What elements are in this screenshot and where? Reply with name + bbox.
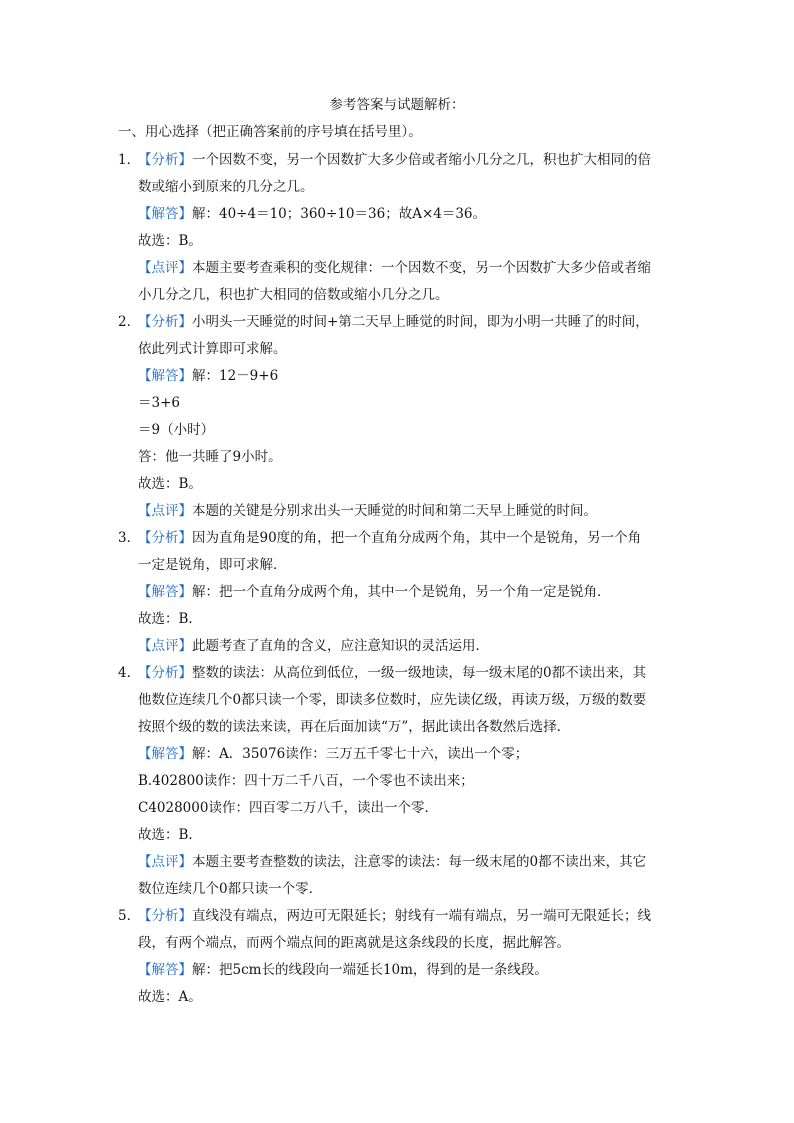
q4-answer-text: 解：A．35076读作：三万五千零七十六，读出一个零； [192,746,529,762]
q3-analysis-line-1 [138,529,641,547]
q2-analysis-line-2: 依此列式计算即可求解。 [138,341,287,357]
q2-comment-line [138,502,597,520]
comment-tag: 【点评】 [138,503,192,519]
analysis-tag: 【分析】 [138,665,192,681]
q4-comment-text-1: 本题主要考查整数的读法，注意零的读法：每一级末尾的0都不读出来，其它 [192,854,647,870]
q2-answer-line [138,367,278,385]
q1-comment-line-2: 小几分之几，积也扩大相同的倍数或缩小几分之几。 [138,287,449,303]
q4-analysis-line-1 [138,664,646,682]
analysis-tag: 【分析】 [138,314,192,330]
q2-reply: 答：他一共睡了9小时。 [138,449,282,465]
q1-analysis-text-1: 一个因数不变，另一个因数扩大多少倍或者缩小几分之几，积也扩大相同的倍 [192,152,651,168]
answer-tag: 【解答】 [138,962,192,978]
q3-answer-text: 解：把一个直角分成两个角，其中一个是锐角，另一个角一定是锐角． [192,584,611,600]
page-title: 参考答案与试题解析： [329,97,465,113]
analysis-tag: 【分析】 [138,152,192,168]
q3-comment-text: 此题考查了直角的含义，应注意知识的灵活运用． [192,638,489,654]
q3-analysis-line-2: 一定是锐角，即可求解． [138,557,287,573]
q4-analysis-line-3: 按照个级的数的读法来读，再在后面加读“万”，据此读出各数然后选择． [138,719,571,735]
q2-analysis-line-1 [138,313,649,331]
question-number-4: 4． [118,665,141,681]
answer-tag: 【解答】 [138,368,192,384]
q4-answer-line [138,745,528,763]
q5-analysis-text-1: 直线没有端点，两边可无限延长；射线有一端有端点，另一端可无限延长；线 [192,908,651,924]
q1-answer-text: 解：40÷4＝10；360÷10＝36；故A×4＝36。 [192,206,487,222]
q3-analysis-text-1: 因为直角是90度的角，把一个直角分成两个角，其中一个是锐角，另一个角 [192,530,642,546]
q4-line-b: B.402800读作：四十万二千八百，一个零也不读出来； [138,773,474,789]
q2-step-2: ＝9（小时） [138,422,215,438]
q4-choice: 故选：B． [138,827,202,843]
q1-analysis-line-2: 数或缩小到原来的几分之几。 [138,179,314,195]
q5-answer-line [138,961,548,979]
q4-comment-line-2: 数位连续几个0都只读一个零． [138,881,323,897]
q3-choice: 故选：B． [138,611,202,627]
q1-comment-line-1 [138,259,651,277]
answer-tag: 【解答】 [138,584,192,600]
question-number-2: 2． [118,314,141,330]
q5-analysis-line-2: 段，有两个端点，而两个端点间的距离就是这条线段的长度，据此解答。 [138,935,570,951]
q1-choice: 故选：B。 [138,233,202,249]
answer-tag: 【解答】 [138,206,192,222]
comment-tag: 【点评】 [138,854,192,870]
question-number-1: 1． [118,152,141,168]
comment-tag: 【点评】 [138,260,192,276]
section-heading: 一、用心选择（把正确答案前的序号填在括号里）。 [118,124,422,140]
q1-analysis-line-1 [138,151,651,169]
question-number-3: 3． [118,530,141,546]
q4-comment-line-1 [138,853,646,871]
q1-answer-line [138,205,486,223]
q3-answer-line [138,583,611,601]
q1-comment-text-1: 本题主要考查乘积的变化规律：一个因数不变，另一个因数扩大多少倍或者缩 [192,260,651,276]
q4-line-c: C4028000读作：四百零二万八千，读出一个零． [138,800,438,816]
comment-tag: 【点评】 [138,638,192,654]
analysis-tag: 【分析】 [138,908,192,924]
q4-analysis-line-2: 他数位连续几个0都只读一个零，即读多位数时，应先读亿级，再读万级，万级的数要 [138,692,647,708]
q2-choice: 故选：B。 [138,476,202,492]
q5-choice: 故选：A。 [138,989,202,1005]
q2-answer-text: 解：12－9+6 [192,368,279,384]
q2-comment-text: 本题的关键是分别求出头一天睡觉的时间和第二天早上睡觉的时间。 [192,503,597,519]
question-number-5: 5． [118,908,141,924]
analysis-tag: 【分析】 [138,530,192,546]
q2-analysis-text-1: 小明头一天睡觉的时间+第二天早上睡觉的时间，即为小明一共睡了的时间， [192,314,649,330]
q3-comment-line [138,637,489,655]
q4-analysis-text-1: 整数的读法：从高位到低位，一级一级地读，每一级末尾的0都不读出来，其 [192,665,647,681]
q5-answer-text: 解：把5cm长的线段向一端延长10m，得到的是一条线段。 [192,962,548,978]
q2-step-1: ＝3+6 [138,395,180,411]
answer-tag: 【解答】 [138,746,192,762]
q5-analysis-line-1 [138,907,651,925]
